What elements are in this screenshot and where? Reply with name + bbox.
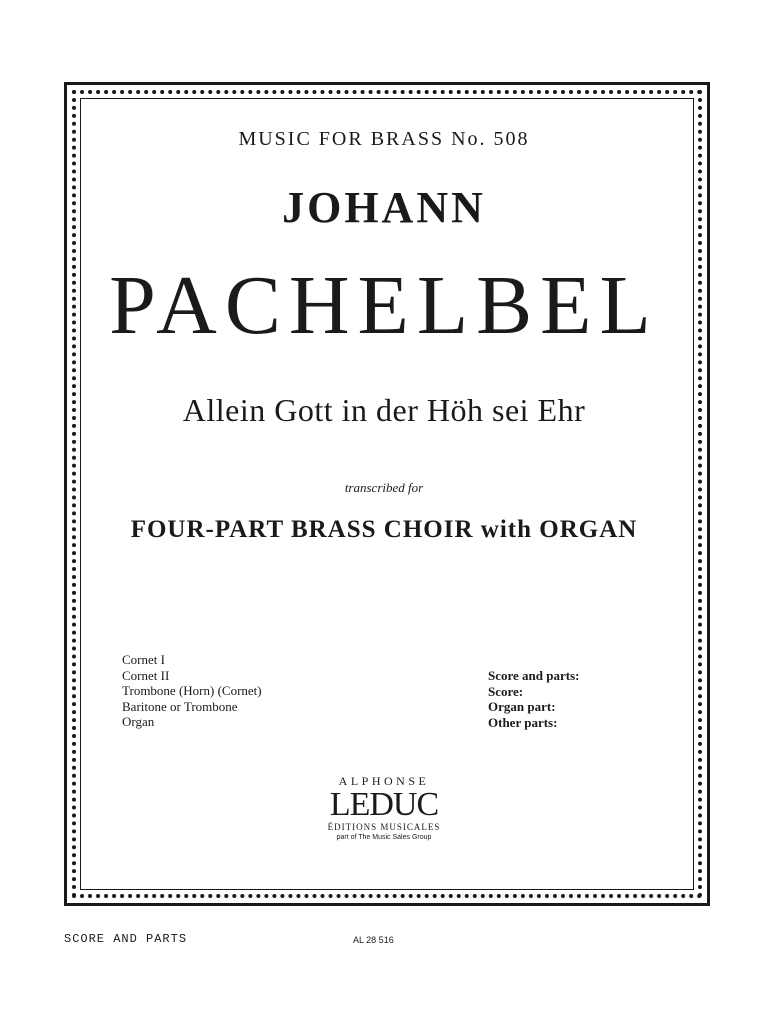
pricing-item: Score:	[488, 683, 524, 699]
publisher-name: LEDUC	[329, 786, 439, 823]
composer-first-name: JOHANN	[282, 183, 486, 232]
instrument-item: Cornet II	[122, 667, 170, 683]
instrument-item: Cornet I	[122, 652, 165, 667]
pricing-item: Other parts:	[488, 714, 558, 730]
transcribed-note: transcribed for	[344, 480, 424, 495]
instrument-item: Baritone or Trombone	[122, 698, 238, 714]
pricing-list	[488, 668, 579, 730]
instrument-list	[122, 652, 262, 730]
composer-last-name: PACHELBEL	[109, 259, 659, 352]
publisher-logo	[300, 774, 468, 842]
ensemble-description: FOUR-PART BRASS CHOIR with ORGAN	[130, 516, 638, 543]
instrument-item: Organ	[122, 714, 155, 729]
publisher-line-1: ALPHONSE	[338, 774, 430, 788]
edition-type: SCORE AND PARTS	[64, 932, 188, 946]
work-title: Allein Gott in der Höh sei Ehr	[182, 392, 586, 428]
instrument-item: Trombone (Horn) (Cornet)	[122, 683, 262, 698]
pricing-item: Score and parts:	[488, 668, 580, 683]
pricing-item: Organ part:	[488, 699, 556, 714]
publisher-group: part of The Music Sales Group	[336, 834, 432, 841]
series-title: MUSIC FOR BRASS No. 508	[238, 128, 530, 150]
publisher-line-2: ÉDITIONS MUSICALES	[327, 822, 441, 832]
catalog-code: AL 28 516	[353, 935, 394, 945]
